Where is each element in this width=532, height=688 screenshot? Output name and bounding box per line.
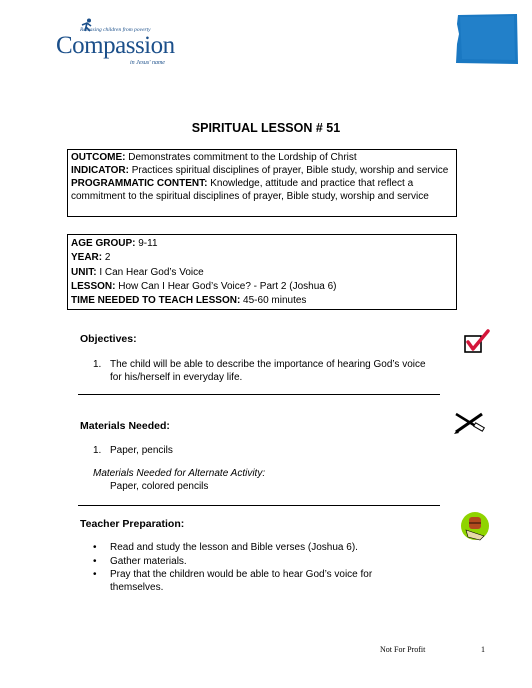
objective-text: The child will be able to describe the importance of hearing God’s voice for his/herself in everyday life. <box>110 359 426 383</box>
time-line <box>71 294 453 308</box>
lesson-info-box <box>67 234 457 310</box>
prep-list-item <box>93 556 403 569</box>
lesson-title: SPIRITUAL LESSON # 51 <box>191 121 341 135</box>
prep-list <box>93 542 403 594</box>
unit-label: UNIT: <box>71 266 97 278</box>
year-label: YEAR: <box>71 252 103 264</box>
logo-subtitle: in Jesus' name <box>130 60 165 66</box>
objective-number: 1. <box>93 359 102 370</box>
checkbox-check-icon <box>463 328 491 356</box>
prep-heading: Teacher Preparation: <box>80 518 185 530</box>
age-value: 9-11 <box>135 238 158 249</box>
unit-value: I Can Hear God’s Voice <box>96 266 204 278</box>
unit-line <box>71 266 453 280</box>
materials-number: 1. <box>93 445 102 456</box>
materials-item: Paper, pencils <box>110 445 173 456</box>
page-number: 1 <box>481 645 485 654</box>
alternate-materials-heading: Materials Needed for Alternate Activity: <box>93 468 266 479</box>
age-line <box>71 237 453 251</box>
time-value: 45-60 minutes <box>240 295 307 307</box>
year-line <box>71 251 453 265</box>
outcome-text: Demonstrates commitment to the Lordship of Christ <box>125 152 357 163</box>
content-label: PROGRAMMATIC CONTENT: <box>71 178 208 189</box>
alternate-materials-item: Paper, colored pencils <box>110 481 209 492</box>
content-line <box>71 177 453 203</box>
objectives-divider <box>78 394 440 395</box>
pencil-ruler-icon <box>452 408 486 436</box>
time-label: TIME NEEDED TO TEACH LESSON: <box>71 295 241 307</box>
lesson-line <box>71 280 453 294</box>
bullet: • <box>93 569 97 580</box>
year-value: 2 <box>102 252 111 264</box>
indicator-text: Practices spiritual disciplines of prayer, Bible study, worship and service <box>128 165 449 176</box>
outcome-line <box>71 151 453 164</box>
prep-list-item <box>93 569 403 594</box>
corner-color-block <box>456 14 518 64</box>
prep-item-text: Pray that the children would be able to hear God’s voice for themselves. <box>110 569 373 593</box>
logo-wordmark: Compassion <box>56 32 175 59</box>
prep-item-text: Read and study the lesson and Bible verses (Joshua 6). <box>110 542 358 553</box>
materials-divider <box>78 505 440 506</box>
indicator-label: INDICATOR: <box>71 165 129 176</box>
outcome-box <box>67 149 457 217</box>
lesson-label: LESSON: <box>71 280 116 292</box>
prep-item-text: Gather materials. <box>110 555 187 567</box>
prep-list-item <box>93 542 403 555</box>
content-text: Knowledge, attitude and practice that reflect a commitment to the spiritual disciplines of prayer, Bible study, worship and service <box>71 178 429 202</box>
bullet: • <box>93 542 97 553</box>
indicator-line <box>71 164 453 177</box>
bullet: • <box>93 555 97 567</box>
footer-note: Not For Profit <box>380 645 426 654</box>
age-label: AGE GROUP: <box>71 238 136 249</box>
teacher-preparation-icon <box>460 510 490 542</box>
materials-heading: Materials Needed: <box>80 420 170 432</box>
compassion-logo <box>54 18 174 70</box>
lesson-value: How Can I Hear God’s Voice? - Part 2 (Joshua 6) <box>115 280 337 292</box>
objectives-heading: Objectives: <box>80 333 137 345</box>
outcome-label: OUTCOME: <box>71 152 126 163</box>
logo-tagline: Releasing children from poverty <box>80 27 151 33</box>
